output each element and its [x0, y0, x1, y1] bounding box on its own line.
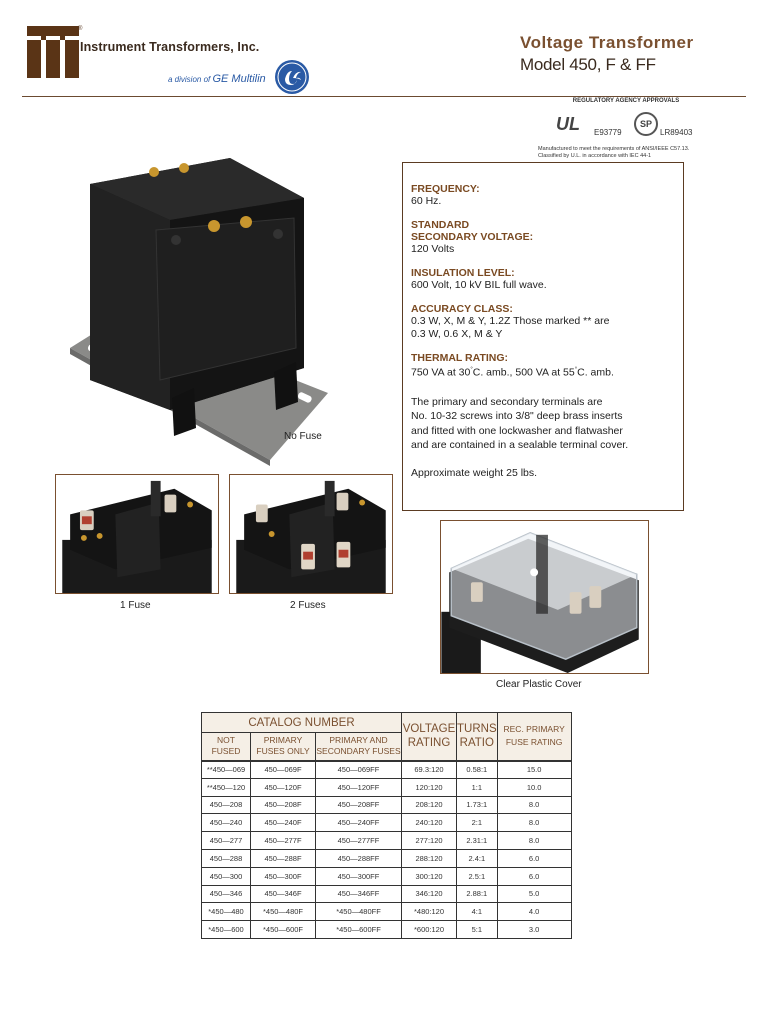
primary-secondary-fused-cell: *450—600FF — [316, 921, 402, 939]
primary-fuses-header — [251, 733, 316, 761]
voltage-rating-cell: 288:120 — [402, 849, 457, 867]
voltage-rating-cell: *480:120 — [402, 903, 457, 921]
secondary-voltage-label-1: STANDARD — [411, 219, 470, 231]
not-fused-cell: 450—277 — [202, 832, 251, 850]
not-fused-cell: *450—480 — [202, 903, 251, 921]
insulation-value: 600 Volt, 10 kV BIL full wave. — [411, 279, 547, 291]
fuse-rating-cell: 6.0 — [497, 867, 571, 885]
caption-clear-cover: Clear Plastic Cover — [496, 679, 582, 690]
company-name: Instrument Transformers, Inc. — [80, 40, 260, 54]
transformer-two-fuses-photo — [229, 474, 393, 594]
fuse-rating-header — [497, 713, 571, 761]
not-fused-cell: **450—069 — [202, 761, 251, 779]
catalog-table-body — [202, 761, 572, 939]
division-name: GE Multilin — [212, 73, 266, 85]
not-fused-cell: 450—240 — [202, 814, 251, 832]
secondary-voltage-label-2: SECONDARY VOLTAGE: — [411, 231, 534, 243]
fuse-rating-cell: 3.0 — [497, 921, 571, 939]
not-fused-header — [202, 733, 251, 761]
table-row — [202, 814, 572, 832]
catalog-table — [201, 712, 572, 939]
primary-secondary-fused-cell: 450—240FF — [316, 814, 402, 832]
accuracy-value — [411, 315, 675, 341]
csa-file-number: LR89403 — [660, 128, 693, 137]
csa-logo-icon: SP — [634, 112, 658, 136]
turns-ratio-header — [457, 713, 498, 761]
fuse-rating-cell: 8.0 — [497, 796, 571, 814]
table-row — [202, 867, 572, 885]
table-row — [202, 778, 572, 796]
turns-ratio-cell: 2.31:1 — [457, 832, 498, 850]
terminals-description — [411, 395, 675, 453]
specifications-box — [402, 162, 684, 511]
turns-ratio-cell: 2.5:1 — [457, 867, 498, 885]
primary-secondary-fused-cell: 450—208FF — [316, 796, 402, 814]
approval-marks — [538, 108, 738, 138]
primary-fused-cell: 450—208F — [251, 796, 316, 814]
thermal-part: 750 VA at 30 — [411, 366, 471, 379]
fuse-rating-cell: 10.0 — [497, 778, 571, 796]
table-header-row — [202, 713, 572, 733]
primary-fused-cell: 450—069F — [251, 761, 316, 779]
table-row — [202, 796, 572, 814]
primary-fused-cell: 450—288F — [251, 849, 316, 867]
division-prefix: a division of — [168, 75, 211, 84]
transformer-no-fuse-photo — [64, 148, 334, 466]
secondary-voltage-value: 120 Volts — [411, 243, 455, 255]
turns-ratio-cell: 4:1 — [457, 903, 498, 921]
transformer-one-fuse-photo — [55, 474, 219, 594]
approvals-note — [538, 146, 738, 159]
voltage-rating-cell: 277:120 — [402, 832, 457, 850]
thermal-part: C. amb. — [577, 366, 614, 379]
catalog-number-header: CATALOG NUMBER — [202, 713, 402, 733]
ge-logo-icon — [274, 59, 310, 95]
fuse-rating-cell: 15.0 — [497, 761, 571, 779]
primary-secondary-fused-cell: 450—120FF — [316, 778, 402, 796]
header-line: FUSE RATING — [505, 737, 563, 748]
caption-one-fuse: 1 Fuse — [120, 600, 151, 611]
terminals-line: and are contained in a sealable terminal cover. — [411, 439, 629, 451]
not-fused-cell: 450—300 — [202, 867, 251, 885]
primary-secondary-fused-cell: 450—069FF — [316, 761, 402, 779]
header-line: FUSED — [211, 746, 241, 757]
voltage-rating-cell: 346:120 — [402, 885, 457, 903]
registered-mark: ® — [78, 26, 83, 32]
primary-secondary-fused-cell: 450—346FF — [316, 885, 402, 903]
caption-two-fuses: 2 Fuses — [290, 600, 326, 611]
accuracy-line: 0.3 W, 0.6 X, M & Y — [411, 328, 503, 340]
not-fused-cell: 450—208 — [202, 796, 251, 814]
fuse-rating-cell: 8.0 — [497, 832, 571, 850]
primary-secondary-fused-cell: 450—277FF — [316, 832, 402, 850]
approvals-heading: REGULATORY AGENCY APPROVALS — [572, 98, 680, 104]
accuracy-line: 0.3 W, X, M & Y, 1.2Z Those marked ** are — [411, 315, 610, 327]
voltage-rating-cell: 69.3:120 — [402, 761, 457, 779]
frequency-value: 60 Hz. — [411, 195, 442, 207]
not-fused-cell: *450—600 — [202, 921, 251, 939]
accuracy-label: ACCURACY CLASS: — [411, 303, 513, 315]
primary-fused-cell: 450—346F — [251, 885, 316, 903]
turns-ratio-cell: 0.58:1 — [457, 761, 498, 779]
voltage-rating-cell: 208:120 — [402, 796, 457, 814]
thermal-label: THERMAL RATING: — [411, 352, 509, 364]
fuse-rating-cell: 8.0 — [497, 814, 571, 832]
primary-fused-cell: 450—120F — [251, 778, 316, 796]
company-logo — [27, 26, 79, 78]
primary-fused-cell: 450—240F — [251, 814, 316, 832]
table-row — [202, 832, 572, 850]
primary-fused-cell: *450—480F — [251, 903, 316, 921]
primary-secondary-fuses-header — [316, 733, 402, 761]
turns-ratio-cell: 5:1 — [457, 921, 498, 939]
voltage-rating-cell: *600:120 — [402, 921, 457, 939]
title-model: Model 450, F & FF — [520, 55, 656, 74]
header-line: SECONDARY FUSES — [316, 746, 401, 757]
insulation-label: INSULATION LEVEL: — [411, 267, 515, 279]
table-row — [202, 761, 572, 779]
header-line: REC. PRIMARY — [503, 724, 565, 735]
not-fused-cell: 450—346 — [202, 885, 251, 903]
header-line: PRIMARY AND — [329, 735, 388, 746]
voltage-rating-header — [402, 713, 457, 761]
header-line: NOT — [217, 735, 235, 746]
header-line: PRIMARY — [263, 735, 303, 746]
table-row — [202, 903, 572, 921]
header-divider — [22, 96, 746, 97]
caption-no-fuse: No Fuse — [284, 431, 322, 442]
document-title — [520, 33, 730, 75]
fuse-rating-cell: 4.0 — [497, 903, 571, 921]
not-fused-cell: 450—288 — [202, 849, 251, 867]
not-fused-cell: **450—120 — [202, 778, 251, 796]
ul-file-number: E93779 — [594, 128, 622, 137]
approvals-note-line: Classified by U.L. in accordance with IEC 44-1 — [538, 152, 652, 159]
voltage-rating-cell: 120:120 — [402, 778, 457, 796]
table-row — [202, 921, 572, 939]
terminals-line: The primary and secondary terminals are — [411, 395, 603, 408]
clear-plastic-cover-photo — [440, 520, 649, 674]
frequency-label: FREQUENCY: — [411, 183, 480, 195]
regulatory-approvals — [538, 98, 738, 159]
table-row — [202, 885, 572, 903]
turns-ratio-cell: 2:1 — [457, 814, 498, 832]
table-row — [202, 849, 572, 867]
terminals-line: and fitted with one lockwasher and flatwasher — [411, 424, 623, 437]
header-line: VOLTAGE — [402, 723, 456, 736]
fuse-rating-cell: 5.0 — [497, 885, 571, 903]
ul-logo-icon: UL — [556, 114, 580, 134]
degree-mark: ° — [574, 367, 578, 373]
primary-fused-cell: 450—300F — [251, 867, 316, 885]
turns-ratio-cell: 2.88:1 — [457, 885, 498, 903]
primary-secondary-fused-cell: 450—300FF — [316, 867, 402, 885]
primary-fused-cell: 450—277F — [251, 832, 316, 850]
primary-secondary-fused-cell: *450—480FF — [316, 903, 402, 921]
approvals-note-line: Manufactured to meet the requirements of ANSI/IEEE C57.13. — [538, 146, 690, 152]
turns-ratio-cell: 2.4:1 — [457, 849, 498, 867]
voltage-rating-cell: 240:120 — [402, 814, 457, 832]
weight: Approximate weight 25 lbs. — [411, 466, 538, 479]
degree-mark: ° — [470, 367, 473, 373]
header-line: RATIO — [459, 737, 494, 750]
terminals-line: No. 10-32 screws into 3/8" deep brass inserts — [411, 410, 623, 422]
thermal-part: C. amb., 500 VA at 55 — [472, 366, 575, 379]
header-line: RATING — [407, 737, 451, 750]
turns-ratio-cell: 1:1 — [457, 778, 498, 796]
header-line: FUSES ONLY — [256, 746, 310, 757]
voltage-rating-cell: 300:120 — [402, 867, 457, 885]
turns-ratio-cell: 1.73:1 — [457, 796, 498, 814]
primary-fused-cell: *450—600F — [251, 921, 316, 939]
title-product-type: Voltage Transformer — [520, 33, 694, 52]
fuse-rating-cell: 6.0 — [497, 849, 571, 867]
thermal-value — [411, 364, 675, 380]
division-line — [168, 73, 266, 85]
primary-secondary-fused-cell: 450—288FF — [316, 849, 402, 867]
header-line: TURNS — [457, 723, 497, 736]
